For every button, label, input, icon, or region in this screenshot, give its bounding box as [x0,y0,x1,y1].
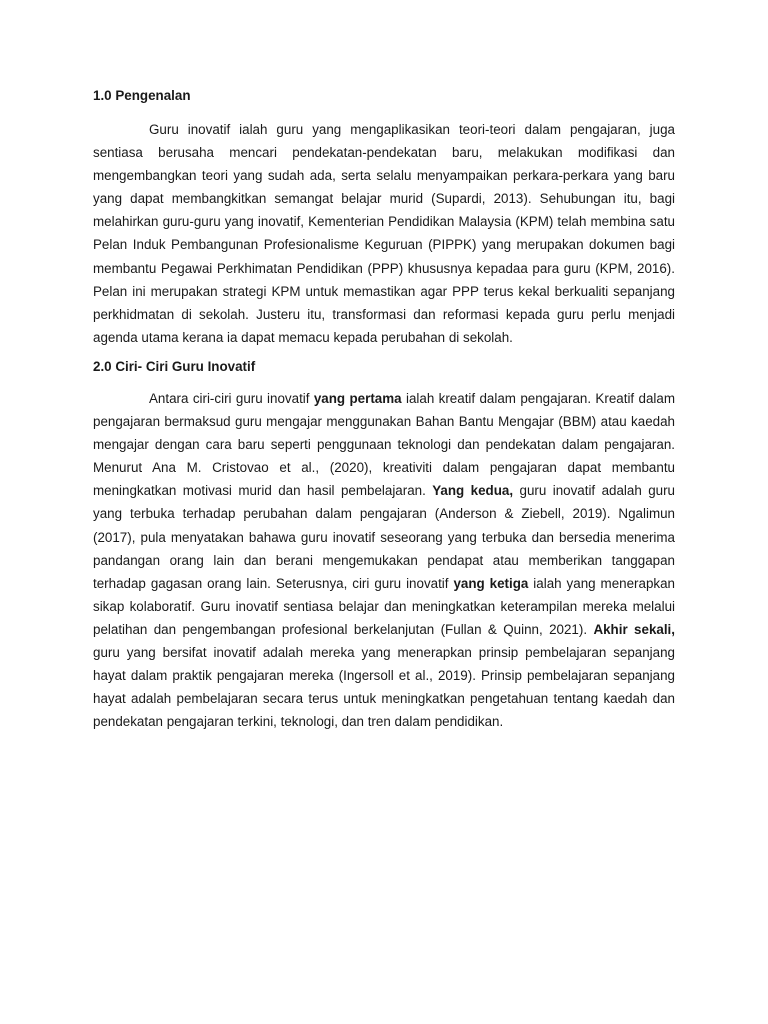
paragraph-text: ialah kreatif dalam pengajaran. Kreatif dalam pengajaran bermaksud guru mengajar menggunakan Bahan Bantu Mengajar (BBM) atau kaedah mengajar dengan cara baru seperti penggunaan teknologi dan pendekatan dalam pengajaran. Menurut Ana M. Cristovao et al., (2020), kreativiti dalam pengajaran dapat membantu meningkatkan motivasi murid dan hasil pembelajaran. [93,390,675,499]
paragraph-text: ialah yang menerapkan sikap kolaboratif. Guru inovatif sentiasa belajar dan meningkatkan keterampilan mereka melalui pelatihan dan pengembangan profesional berkelanjutan (Fullan & Quinn, 2021). [93,575,675,637]
paragraph-pengenalan: Guru inovatif ialah guru yang mengaplikasikan teori-teori dalam pengajaran, juga sentiasa berusaha mencari pendekatan-pendekatan baru, melakukan modifikasi dan mengembangkan teori yang sudah ada, serta selalu menyampaikan perkara-perkara yang baru yang dapat membangkitkan semangat belajar murid (Supardi, 2013). Sehubungan itu, bagi melahirkan guru-guru yang inovatif, Kementerian Pendidikan Malaysia (KPM) telah membina satu Pelan Induk Pembangunan Profesionalisme Keguruan (PIPPK) yang merupakan dokumen bagi membantu Pegawai Perkhimatan Pendidikan (PPP) khususnya kepadaa para guru (KPM, 2016). Pelan ini merupakan strategi KPM untuk memastikan agar PPP terus kekal berkualiti sepanjang perkhidmatan di sekolah. Justeru itu, transformasi dan reformasi kepada guru perlu menjadi agenda utama kerana ia dapat memacu kepada perubahan di sekolah. [93,122,675,345]
paragraph-text: guru inovatif adalah guru yang terbuka terhadap perubahan dalam pengajaran (Anderson & Ziebell, 2019). Ngalimun (2017), pula menyatakan bahawa guru inovatif seseorang yang terbuka dan bersedia menerima pandangan orang lain dan berani mengemukakan pendapat atau memberikan tanggapan terhadap gagasan orang lain. Seterusnya, ciri guru inovatif [93,483,676,591]
bold-phrase-akhir: Akhir sekali, [593,621,676,637]
bold-phrase-kedua: Yang kedua, [432,483,514,499]
document-body [93,88,675,733]
paragraph-text: guru yang bersifat inovatif adalah mereka yang menerapkan prinsip pembelajaran sepanjang hayat dalam praktik pengajaran mereka (Ingersoll et al., 2019). Prinsip pembelajaran sepanjang hayat adalah pembelajaran secara terus untuk meningkatkan pengetahuan tentang kaedah dan pendekatan pengajaran terkini, teknologi, dan tren dalam pendidikan. [93,644,675,730]
paragraph-text: Antara ciri-ciri guru inovatif [149,390,314,406]
paragraph-ciri-ciri [93,387,675,733]
bold-phrase-ketiga: yang ketiga [453,575,529,591]
section-heading-pengenalan: 1.0 Pengenalan [93,88,191,103]
bold-phrase-pertama: yang pertama [313,390,402,406]
section-heading-ciri-ciri: 2.0 Ciri- Ciri Guru Inovatif [93,358,256,374]
